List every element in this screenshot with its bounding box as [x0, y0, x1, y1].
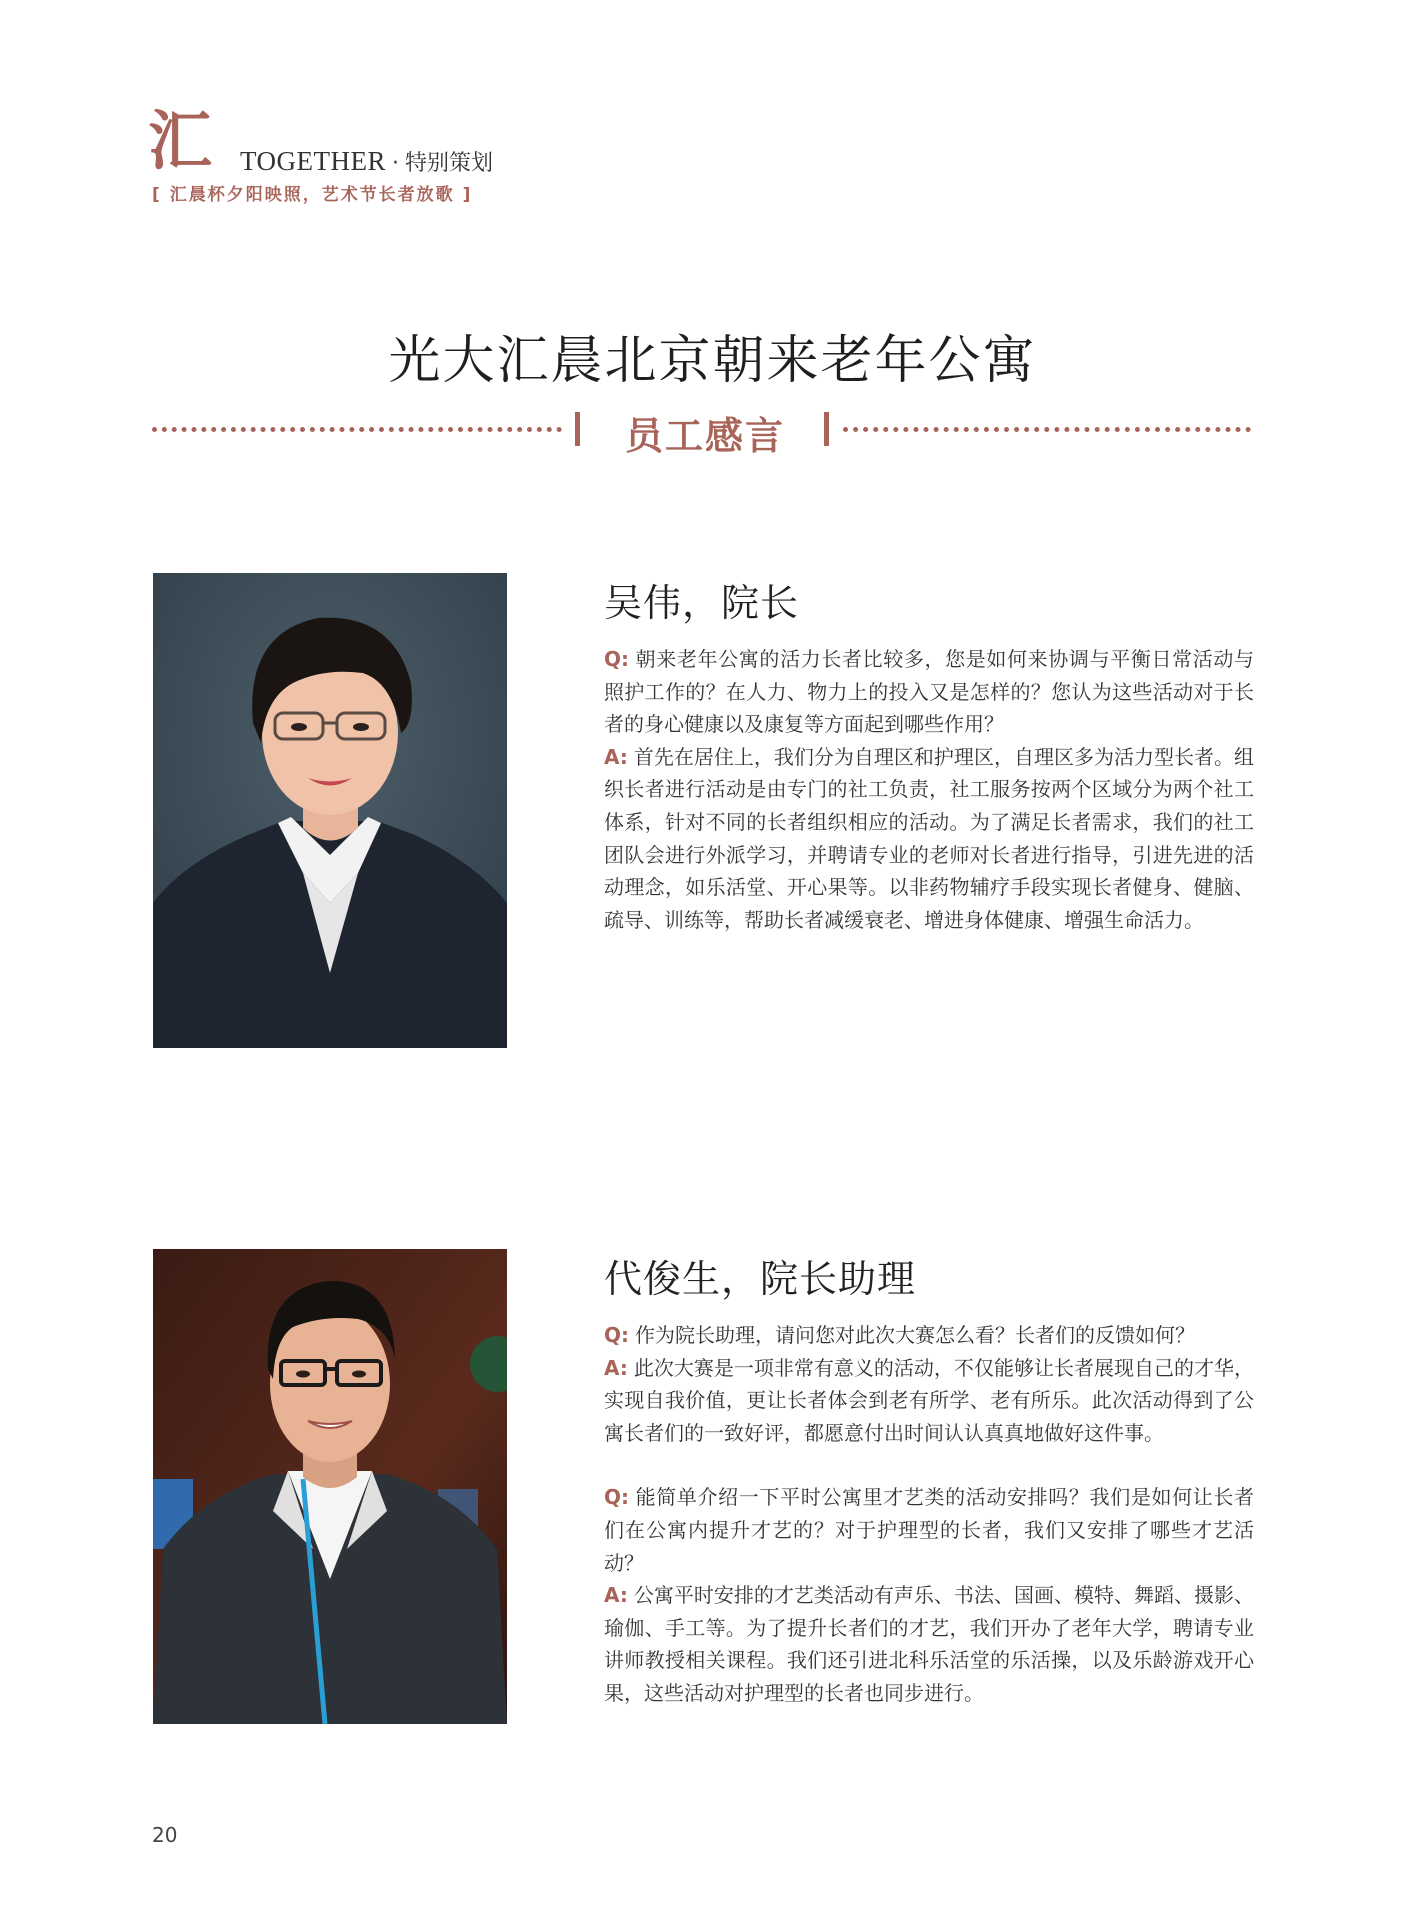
dotted-rule-right: [843, 427, 1251, 432]
dotted-rule-left: [152, 427, 562, 432]
page-title: 光大汇晨北京朝来老年公寓: [388, 331, 1037, 391]
question-tag: Q:: [604, 1485, 629, 1510]
qa-question: [604, 643, 1254, 741]
header-subtitle: [ 汇晨杯夕阳映照，艺术节长者放歌 ]: [152, 185, 473, 205]
qa-answer: [604, 741, 1254, 937]
qa-answer: [604, 1579, 1254, 1709]
qa-question: [604, 1481, 1254, 1579]
brand-separator: ·: [392, 151, 399, 176]
person-name-1: 吴伟，院长: [604, 581, 800, 625]
answer-tag: A:: [604, 744, 628, 769]
brand-english: TOGETHER: [240, 146, 386, 176]
person-name-2: 代俊生，院长助理: [604, 1257, 917, 1301]
question-tag: Q:: [604, 647, 629, 671]
answer-text: 首先在居住上，我们分为自理区和护理区，自理区多为活力型长者。组织长者进行活动是由专门的社工负责，社工服务按两个区域分为两个社工体系，针对不同的长者组织相应的活动。为了满足长者需求，我们的社工团队会进行外派学习，并聘请专业的老师对长者进行指导，引进先进的活动理念，如乐活堂、开心果等。以非药物辅疗手段实现长者健身、健脑、疏导、训练等，帮助长者减缓衰老、增进身体健康、增强生命活力。: [604, 744, 1254, 932]
qa-block-2: [604, 1319, 1254, 1710]
question-text: 作为院长助理，请问您对此次大赛怎么看？长者们的反馈如何？: [635, 1323, 1195, 1347]
answer-text: 公寓平时安排的才艺类活动有声乐、书法、国画、模特、舞蹈、摄影、瑜伽、手工等。为了提升长者们的才艺，我们开办了老年大学，聘请专业讲师教授相关课程。我们还引进北科乐活堂的乐活操，以及乐龄游戏开心果，这些活动对护理型的长者也同步进行。: [604, 1583, 1254, 1705]
brand-column-name: 特别策划: [405, 151, 494, 176]
question-tag: Q:: [604, 1323, 629, 1347]
qa-block-1: [604, 643, 1254, 936]
qa-question: [604, 1319, 1254, 1352]
answer-tag: A:: [604, 1583, 628, 1608]
page-number: 20: [152, 1823, 178, 1847]
question-text: 能简单介绍一下平时公寓里才艺类的活动安排吗？我们是如何让长者们在公寓内提升才艺的？对于护理型的长者，我们又安排了哪些才艺活动？: [604, 1485, 1254, 1575]
rule-bar-left: [575, 412, 580, 446]
qa-answer: [604, 1352, 1254, 1450]
portrait-photo-2: [153, 1249, 507, 1724]
paragraph-gap: [604, 1449, 1254, 1481]
section-title: 员工感言: [624, 414, 785, 458]
rule-bar-right: [824, 412, 829, 446]
question-text: 朝来老年公寓的活力长者比较多，您是如何来协调与平衡日常活动与照护工作的？在人力、物力上的投入又是怎样的？您认为这些活动对于长者的身心健康以及康复等方面起到哪些作用？: [604, 647, 1254, 737]
answer-tag: A:: [604, 1355, 628, 1380]
answer-text: 此次大赛是一项非常有意义的活动，不仅能够让长者展现自己的才华，实现自我价值，更让长者体会到老有所学、老有所乐。此次活动得到了公寓长者们的一致好评，都愿意付出时间认认真真地做好这件事。: [604, 1355, 1254, 1445]
portrait-photo-1: [153, 573, 507, 1048]
brand-logo-character: 汇: [148, 104, 210, 179]
brand-line: [240, 146, 493, 177]
